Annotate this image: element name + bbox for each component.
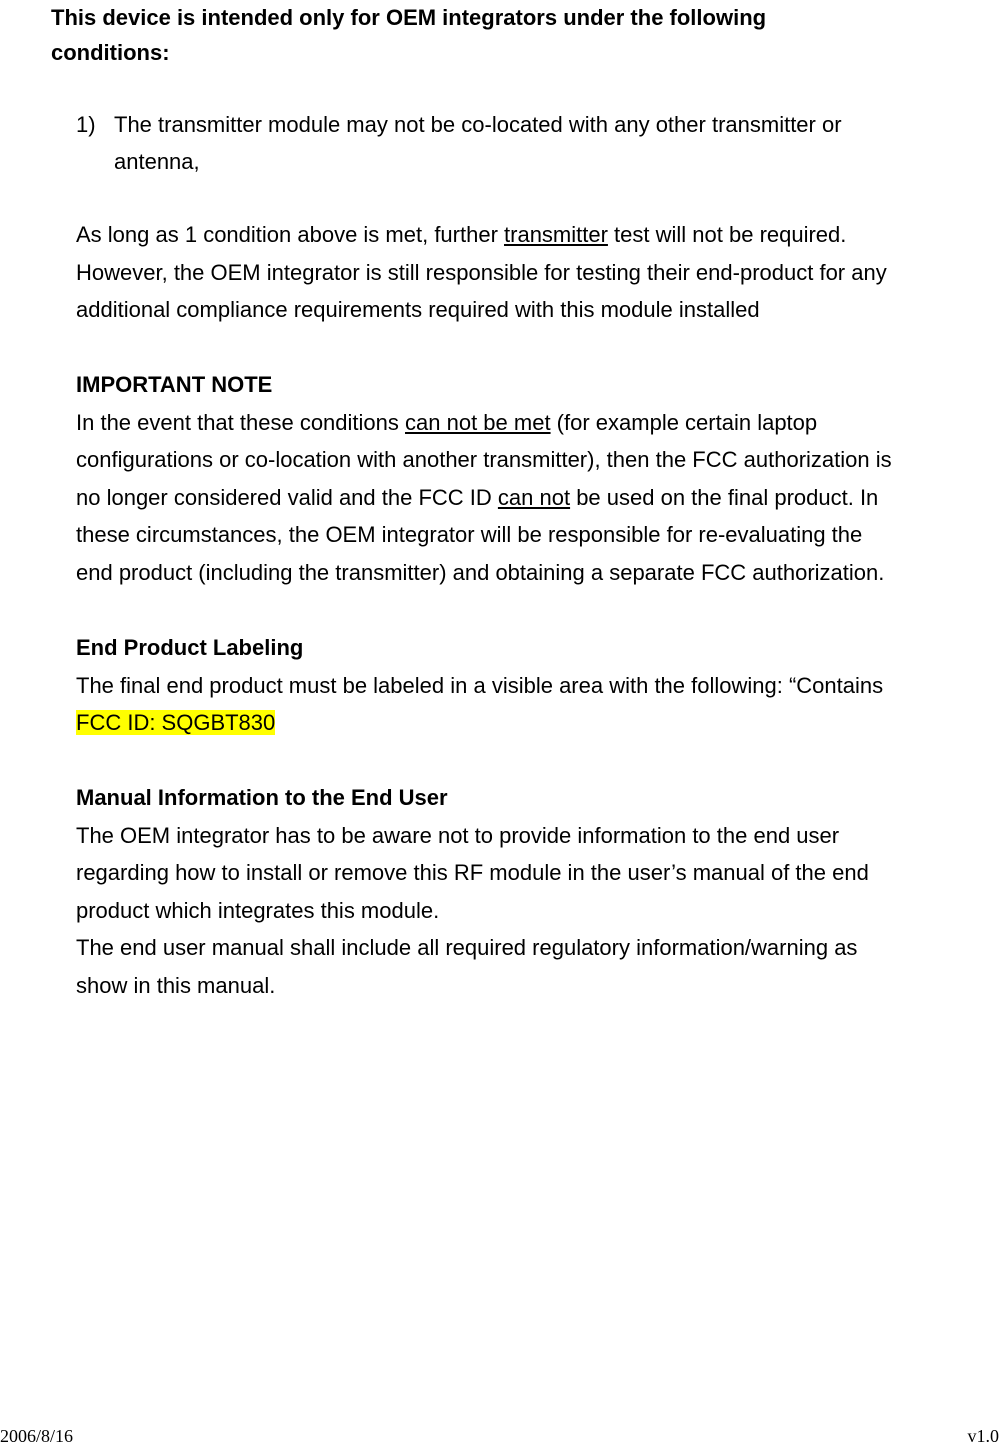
- section-title: IMPORTANT NOTE: [76, 372, 273, 397]
- section-title: End Product Labeling: [76, 635, 304, 660]
- important-note-section: [76, 366, 1001, 591]
- paragraph-line: additional compliance requirements required with this module installed: [76, 297, 760, 322]
- paragraph-line: show in this manual.: [76, 972, 276, 998]
- paragraph-text: In the event that these conditions: [76, 409, 406, 435]
- paragraph-line: [76, 216, 1001, 254]
- paragraph-line: product which integrates this module.: [76, 897, 440, 923]
- intro-heading-line-2: conditions:: [51, 40, 170, 65]
- list-item: [76, 106, 976, 180]
- paragraph-line: regarding how to install or remove this RF module in the user’s manual of the end: [76, 860, 869, 885]
- conditions-list: [76, 106, 976, 180]
- paragraph-text: As long as 1 condition above is met, further: [76, 222, 505, 247]
- paragraph-line: [76, 404, 1001, 442]
- fcc-id-highlight: FCC ID: SQGBT830: [76, 710, 276, 735]
- paragraph-line: these circumstances, the OEM integrator will be responsible for re-evaluating the: [76, 522, 863, 547]
- footer-version: v1.0: [967, 1426, 999, 1446]
- section-title: Manual Information to the End User: [76, 785, 448, 810]
- paragraph-text: (for example certain laptop: [550, 409, 818, 435]
- underlined-term: can not: [497, 484, 571, 510]
- paragraph-line: However, the OEM integrator is still responsible for testing their end-product for any: [76, 259, 887, 285]
- underlined-term: transmitter: [504, 222, 608, 247]
- paragraph-line: [76, 704, 1001, 742]
- compliance-paragraph: [76, 216, 1001, 329]
- paragraph-text: be used on the final product. In: [570, 484, 879, 510]
- end-product-labeling-section: [76, 629, 1001, 742]
- list-item-number: 1): [76, 112, 96, 137]
- paragraph-line: The OEM integrator has to be aware not to provide information to the end user: [76, 822, 840, 848]
- list-item-line-2: antenna,: [114, 149, 200, 174]
- manual-information-section: [76, 779, 1001, 1004]
- paragraph-line: end product (including the transmitter) and obtaining a separate FCC authorization.: [76, 559, 885, 585]
- paragraph-line: The final end product must be labeled in a visible area with the following: “Contains: [76, 672, 884, 698]
- intro-heading-line-1: This device is intended only for OEM integrators under the following: [51, 5, 767, 30]
- paragraph-text: test will not be required.: [607, 222, 847, 247]
- footer-date: 2006/8/16: [0, 1426, 74, 1446]
- paragraph-text: no longer considered valid and the FCC ID: [76, 484, 498, 510]
- paragraph-line: [76, 479, 1001, 517]
- underlined-term: can not be met: [405, 409, 551, 435]
- paragraph-line: configurations or co-location with another transmitter), then the FCC authorization is: [76, 447, 892, 472]
- paragraph-line: The end user manual shall include all required regulatory information/warning as: [76, 935, 858, 960]
- list-item-line-1: The transmitter module may not be co-located with any other transmitter or: [114, 112, 842, 137]
- intro-heading: [51, 0, 951, 70]
